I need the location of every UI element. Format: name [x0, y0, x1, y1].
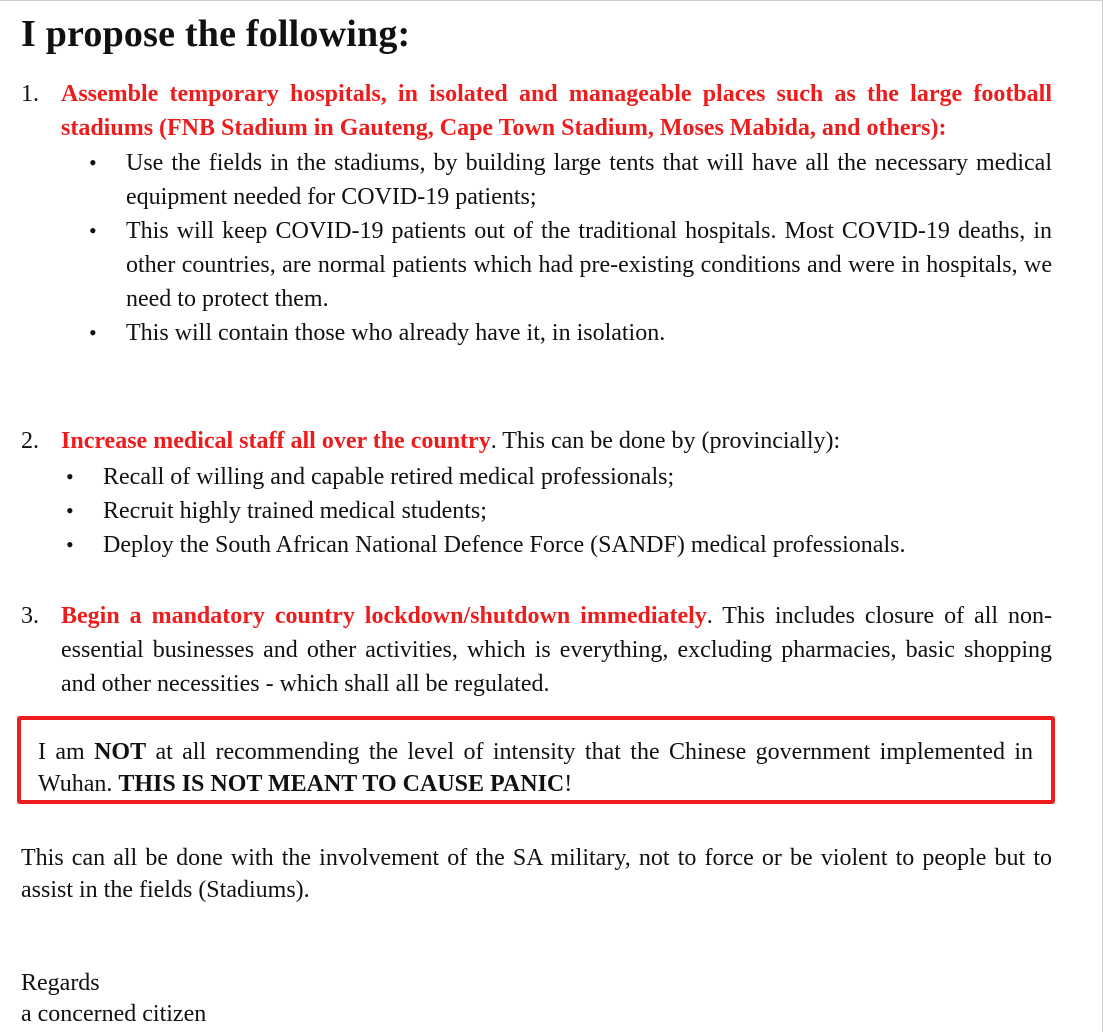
notice-box: I am NOT at all recommending the level of intensity that the Chinese government implemented in Wuhan. THIS IS NOT MEANT TO CAUSE PANIC!	[17, 716, 1055, 804]
item-number: 3.	[21, 603, 39, 629]
item-number: 1.	[21, 81, 39, 107]
emphasis-panic: THIS IS NOT MEANT TO CAUSE PANIC	[118, 771, 565, 797]
item-text: . This can be done by (provincially):	[490, 428, 841, 454]
list-item: • Deploy the South African National Defence Force (SANDF) medical professionals.	[103, 528, 1052, 562]
list-item: • Use the fields in the stadiums, by building large tents that will have all the necessary medical equipment needed for COVID-19 patients;	[126, 146, 1052, 214]
proposal-item-3	[21, 599, 1052, 701]
list-item: • Recall of willing and capable retired medical professionals;	[103, 460, 1052, 494]
closing-paragraph: This can all be done with the involvement of the SA military, not to force or be violent to people but to assist in the fields (Stadiums).	[21, 845, 1052, 903]
list-item: • This will keep COVID-19 patients out of the traditional hospitals. Most COVID-19 deaths, in other countries, are normal patients which had pre-existing conditions and were in hospitals, we need to protect them.	[126, 214, 1052, 316]
list-item: • Recruit highly trained medical students;	[103, 494, 1052, 528]
bullet-icon: •	[66, 464, 74, 489]
item-text: . This includes closure of all non-essential businesses and other activities, which is everything, excluding pharmacies, basic shopping and other necessities - which shall all be regulated.	[61, 603, 1052, 697]
bullet-list	[21, 146, 1052, 350]
item-title: Increase medical staff all over the country	[61, 428, 491, 454]
regards-text: Regards	[21, 970, 100, 996]
bullet-icon: •	[89, 320, 97, 345]
signature-text: a concerned citizen	[21, 1001, 207, 1027]
bullet-list	[21, 460, 1052, 562]
bullet-icon: •	[89, 150, 97, 175]
page-title: I propose the following:	[21, 13, 411, 55]
item-title: Begin a mandatory country lockdown/shutdown immediately	[61, 603, 707, 629]
proposal-item-2	[21, 424, 1052, 562]
bullet-icon: •	[66, 532, 74, 557]
bullet-icon: •	[66, 498, 74, 523]
bullet-icon: •	[89, 218, 97, 243]
item-title: Assemble temporary hospitals, in isolated and manageable places such as the large football stadiums (FNB Stadium in Gauteng, Cape Town Stadium, Moses Mabida, and others):	[61, 81, 1052, 141]
emphasis-not: NOT	[94, 739, 147, 765]
proposal-item-1	[21, 77, 1052, 350]
item-number: 2.	[21, 428, 39, 454]
list-item: • This will contain those who already have it, in isolation.	[126, 316, 1052, 350]
